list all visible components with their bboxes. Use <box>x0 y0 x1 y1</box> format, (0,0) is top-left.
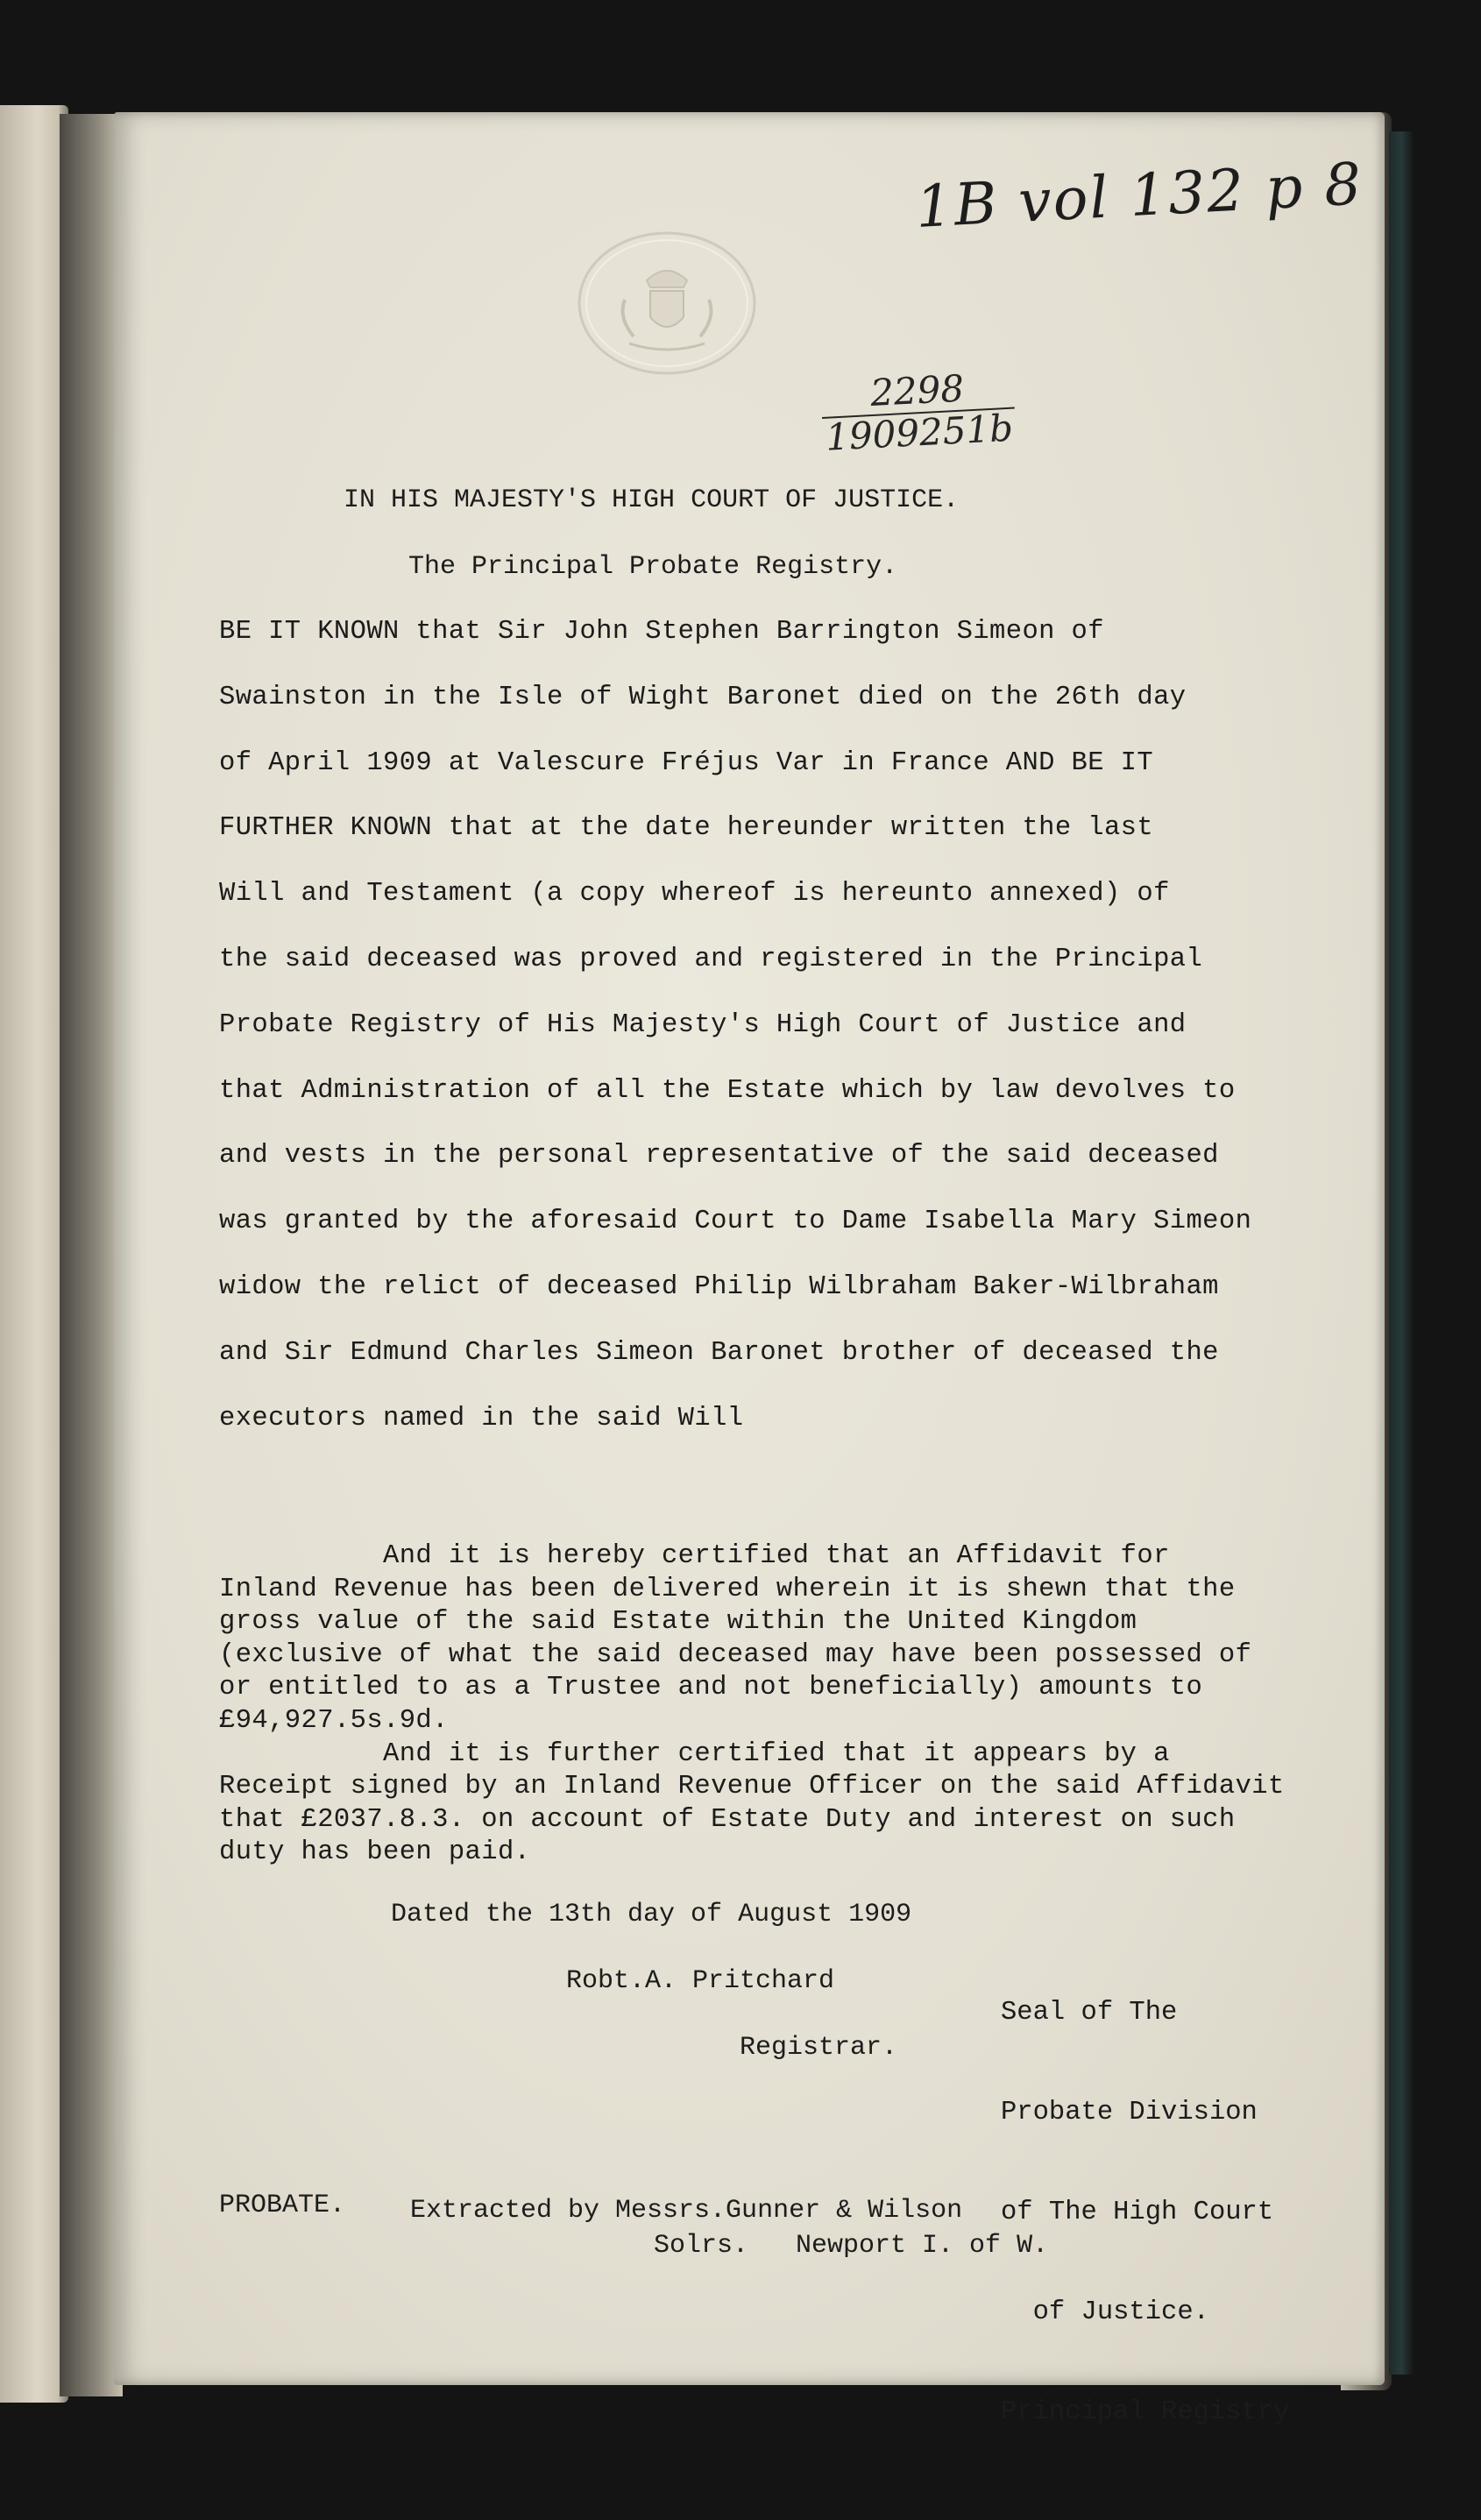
body-line: Will and Testament (a copy whereof is hereunto annexed) of <box>219 879 1170 910</box>
body-line: FURTHER KNOWN that at the date hereunder written the last <box>219 813 1154 844</box>
certificate-line: £94,927.5s.9d. <box>219 1706 449 1736</box>
seal-of-probate-division <box>1001 1929 1289 2462</box>
body-line: the said deceased was proved and registered in the Principal <box>219 945 1203 974</box>
registrar-signature: Robt.A. Pritchard <box>566 1966 835 1996</box>
certificate-line: And it is hereby certified that an Affidavit for <box>219 1541 1170 1571</box>
body-line: was granted by the aforesaid Court to Dame Isabella Mary Simeon <box>219 1207 1252 1237</box>
register-number-bottom: 1909251b <box>824 406 1015 459</box>
certificate-line: Receipt signed by an Inland Revenue Officer on the said Affidavit <box>219 1772 1285 1802</box>
extracted-by-line: Extracted by Messrs.Gunner & Wilson <box>410 2196 963 2226</box>
certificate-line: gross value of the said Estate within the United Kingdom <box>219 1607 1137 1638</box>
body-line: executors named in the said Will <box>219 1403 744 1433</box>
left-page-edge <box>0 105 68 2403</box>
register-number-annotation <box>820 367 1017 457</box>
certificate-line: that £2037.8.3. on account of Estate Duty and interest on such <box>219 1804 1236 1835</box>
seal-line: Principal Registry <box>1001 2397 1290 2427</box>
registrar-title: Registrar. <box>740 2033 898 2063</box>
body-line: that Administration of all the Estate which by law devolves to <box>219 1075 1236 1106</box>
probate-label: PROBATE. <box>219 2191 346 2220</box>
dated-line: Dated the 13th day of August 1909 <box>391 1900 912 1929</box>
seal-line: of Justice. <box>1001 2297 1209 2327</box>
certificate-line: And it is further certified that it appears by a <box>219 1738 1170 1769</box>
body-line: and Sir Edmund Charles Simeon Baronet brother of deceased the <box>219 1337 1219 1368</box>
body-line: and vests in the personal representative of the said deceased <box>219 1141 1219 1172</box>
certificate-line: duty has been paid. <box>219 1837 531 1868</box>
register-number-top: 2298 <box>868 366 966 415</box>
volume-reference-annotation: 1B vol 132 p 8 <box>913 150 1365 241</box>
royal-arms-embossed-seal <box>577 230 757 377</box>
solicitors-line: Solrs. Newport I. of W. <box>654 2231 1049 2261</box>
seal-line: Probate Division <box>1001 2098 1258 2127</box>
book-spine <box>1389 131 1414 2375</box>
certificate-line: Inland Revenue has been delivered wherein it is shewn that the <box>219 1574 1236 1604</box>
body-line: Swainston in the Isle of Wight Baronet died on the 26th day <box>219 682 1187 712</box>
registry-heading: The Principal Probate Registry. <box>408 552 898 582</box>
certificate-line: (exclusive of what the said deceased may have been possessed of <box>219 1639 1252 1670</box>
certificate-line: or entitled to as a Trustee and not beneficially) amounts to <box>219 1673 1203 1703</box>
body-line: BE IT KNOWN that Sir John Stephen Barrington Simeon of <box>219 617 1104 647</box>
body-line: of April 1909 at Valescure Fréjus Var in France AND BE IT <box>219 747 1154 778</box>
body-line: widow the relict of deceased Philip Wilbraham Baker-Wilbraham <box>219 1272 1219 1302</box>
seal-line: of The High Court <box>1001 2198 1274 2227</box>
body-line: Probate Registry of His Majesty's High Court of Justice and <box>219 1009 1187 1040</box>
court-heading: IN HIS MAJESTY'S HIGH COURT OF JUSTICE. <box>344 485 960 515</box>
seal-line: Seal of The <box>1001 1998 1178 2028</box>
